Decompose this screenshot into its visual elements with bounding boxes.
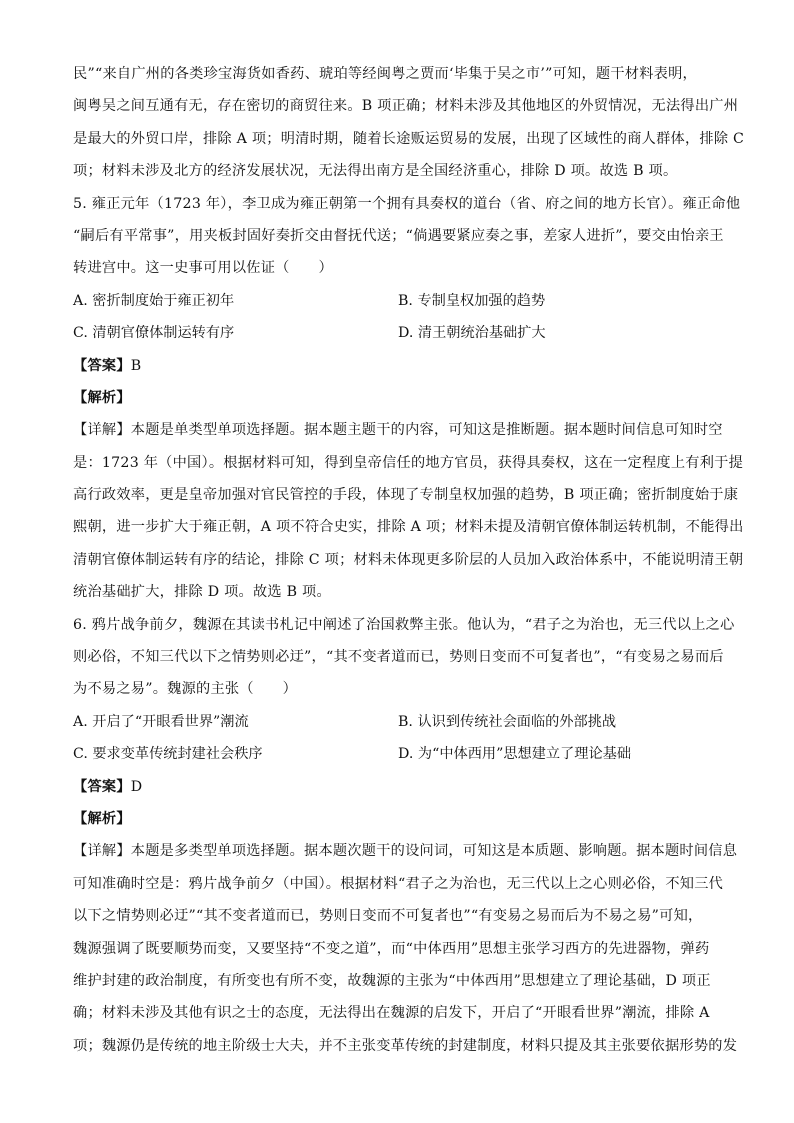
detail-line: 统治基础扩大，排除 D 项。故选 B 项。 xyxy=(73,584,331,601)
text-line: 闽粤吴之间互通有无，存在密切的商贸往来。B 项正确；材料未涉及其他地区的外贸情况，无法得出广州 xyxy=(73,98,739,115)
analysis-line xyxy=(73,382,723,414)
analysis-line xyxy=(73,803,723,835)
question-stem-line: 6. 鸦片战争前夕，魏源在其读书札记中阐述了治国救弊主张。他认为，“君子之为治也，无三代以上之心 xyxy=(73,616,735,633)
question-5 xyxy=(73,188,744,609)
answer-line xyxy=(73,350,723,382)
detail-line: 是：1723 年（中国）。根据材料可知，得到皇帝信任的地方官员，获得具奏权，这在一定程度上有利于提 xyxy=(73,454,744,471)
option-b: B. 认识到传统社会面临的外部挑战 xyxy=(398,713,617,730)
answer-value: B xyxy=(130,357,142,374)
detail-line: 以下之情势则必迂”“其不变者道而已，势则日变而不可复者也”“有变易之易而后为不易之易”可知， xyxy=(73,908,703,925)
detail-line: 熙朝，进一步扩大于雍正朝，A 项不符合史实，排除 A 项；材料未提及清朝官僚体制运转机制，不能得出 xyxy=(73,519,744,536)
option-d: D. 为“中体西用”思想建立了理论基础 xyxy=(398,746,632,763)
analysis-label: 【解析】 xyxy=(73,810,131,827)
question-stem-line: “嗣后有平常事”，用夹板封固好奏折交由督抚代送；“倘遇要紧应奏之事，差家人进折”，要交由怡亲王 xyxy=(73,227,724,244)
options-row xyxy=(73,706,723,738)
option-d: D. 清王朝统治基础扩大 xyxy=(398,325,546,342)
detail-line: 确；材料未涉及其他有识之士的态度，无法得出在魏源的启发下，开启了“开眼看世界”潮流，排除 A xyxy=(73,1005,710,1022)
detail-line: 高行政效率，更是皇帝加强对官民管控的手段，体现了专制皇权加强的趋势，B 项正确；密折制度始于康 xyxy=(73,487,739,504)
detail-line: 项；魏源仍是传统的地主阶级士大夫，并不主张变革传统的封建制度，材料只提及其主张要依据形势的发 xyxy=(73,1037,738,1054)
answer-label: 【答案】 xyxy=(73,357,131,374)
options-row xyxy=(73,317,723,349)
question-stem-line: 5. 雍正元年（1723 年），李卫成为雍正朝第一个拥有具奏权的道台（省、府之间的地方长官）。雍正命他 xyxy=(73,195,741,212)
option-a: A. 密折制度始于雍正初年 xyxy=(73,292,235,309)
options-row xyxy=(73,285,723,317)
detail-line: 魏源强调了既要顺势而变，又要坚持“不变之道”，而“中体西用”思想主张学习西方的先进器物，弹药 xyxy=(73,940,710,957)
answer-value: D xyxy=(130,778,143,795)
question-stem-line: 则必俗，不知三代以下之情势则必迂”，“其不变者道而已，势则日变而不可复者也”，“有变易之易而后 xyxy=(73,649,724,666)
document-page xyxy=(73,58,745,1062)
answer-label: 【答案】 xyxy=(73,778,131,795)
question-stem-line: 转进宫中。这一史事可用以佐证（ ） xyxy=(73,260,333,277)
text-line: 项；材料未涉及北方的经济发展状况，无法得出南方是全国经济重心，排除 D 项。故选 B 项。 xyxy=(73,163,678,180)
answer-line xyxy=(73,771,723,803)
options-row xyxy=(73,738,723,770)
detail-line: 可知准确时空是：鸦片战争前夕（中国）。根据材料“君子之为治也，无三代以上之心则必俗，不知三代 xyxy=(73,875,724,892)
text-line: 民”“来自广州的各类珍宝海货如香药、琥珀等经闽粤之贾而‘毕集于吴之市’”可知，题干材料表明， xyxy=(73,66,697,82)
text-line: 是最大的外贸口岸，排除 A 项；明清时期，随着长途贩运贸易的发展，出现了区域性的商人群体，排除 C xyxy=(73,130,745,147)
prev-answer-text xyxy=(73,58,745,188)
option-a: A. 开启了“开眼看世界”潮流 xyxy=(73,713,249,730)
detail-line: 【详解】本题是单类型单项选择题。据本题主题干的内容，可知这是推断题。据本题时间信息可知时空 xyxy=(73,422,723,439)
detail-line: 【详解】本题是多类型单项选择题。据本题次题干的设问词，可知这是本质题、影响题。据本题时间信息 xyxy=(73,843,738,860)
question-stem-line: 为不易之易”。魏源的主张（ ） xyxy=(73,681,298,698)
detail-line: 清朝官僚体制运转有序的结论，排除 C 项；材料未体现更多阶层的人员加入政治体系中，不能说明清王朝 xyxy=(73,551,744,568)
option-b: B. 专制皇权加强的趋势 xyxy=(398,292,546,309)
analysis-label: 【解析】 xyxy=(73,389,131,406)
option-c: C. 要求变革传统封建社会秩序 xyxy=(73,746,263,763)
option-c: C. 清朝官僚体制运转有序 xyxy=(73,325,235,342)
detail-line: 维护封建的政治制度，有所变也有所不变，故魏源的主张为“中体西用”思想建立了理论基础，D 项正 xyxy=(73,972,711,989)
question-6 xyxy=(73,609,738,1062)
